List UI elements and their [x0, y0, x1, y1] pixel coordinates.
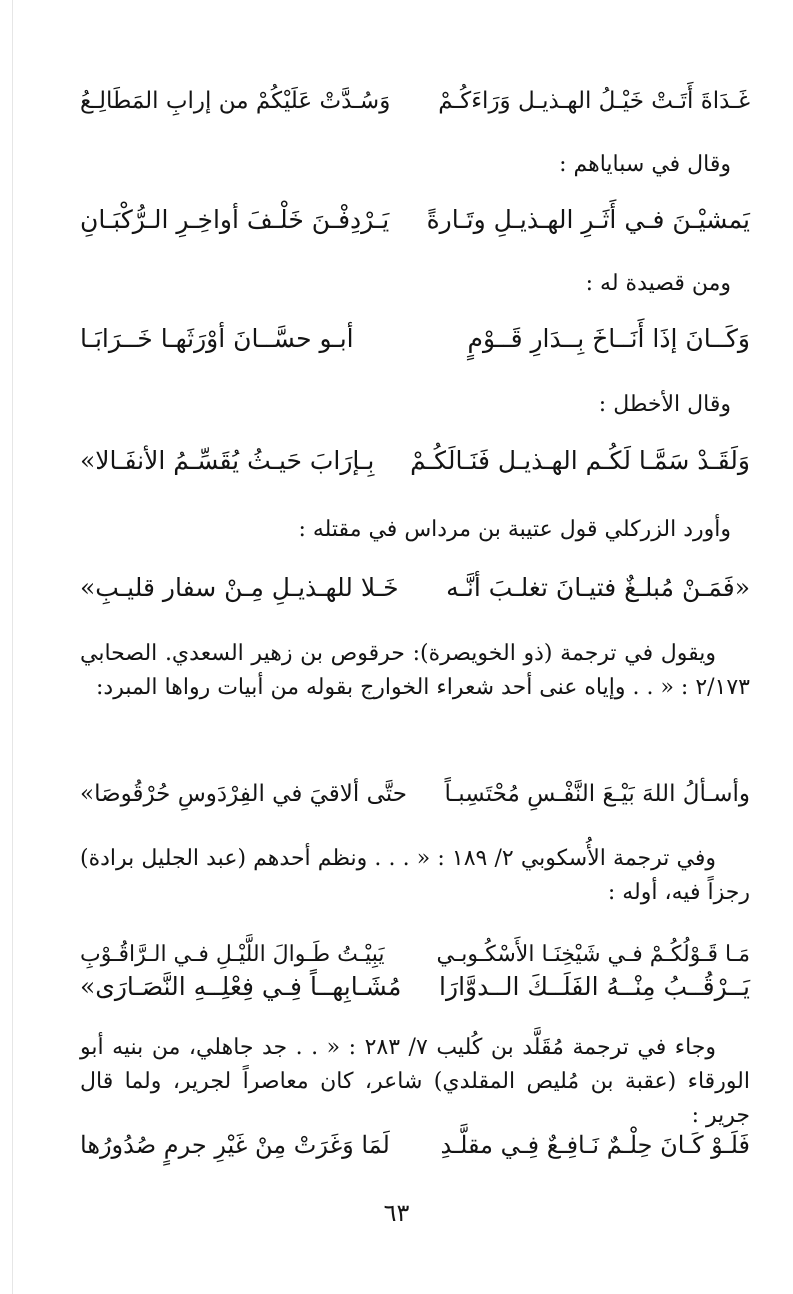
verse-second-hemistich: حتَّى ألاقيَ في الفِرْدَوسِ حُرْقُوصَا»: [80, 781, 407, 807]
page-number: ٦٣: [383, 1199, 410, 1227]
poem-verse-1: [80, 84, 750, 118]
verse-second-hemistich: وَسُـدَّتْ عَلَيْكُمْ من إرابِ المَطَالِـعُ: [80, 88, 391, 114]
verse-first-hemistich: مَـا قَـوْلُكُـمْ فـي شَيْخِنَـا الأَسْكُـوبـي: [436, 942, 750, 967]
verse-second-hemistich: يَـرْدِفْـنَ خَلْـفَ أواخِـرِ الـرُّكْبَـانِ: [80, 205, 390, 234]
verse-second-hemistich: مُشَـابِهــاً فِـي فِعْلِــهِ النَّصَـارَى»: [80, 972, 402, 1001]
scan-edge-line: [12, 0, 13, 1294]
verse-second-hemistich: بِـإرَابَ حَيـثُ يُقَسِّـمُ الأنفَـالا»: [80, 446, 375, 475]
poem-verse-4: [80, 444, 750, 478]
verse-first-hemistich: وأسـألُ اللهَ بَيْـعَ النَّفْـسِ مُحْتَسِبـاً: [444, 781, 750, 807]
verse-first-hemistich: يَمشيْـنَ فـي أَثَـرِ الهـذيـلِ وتَـارةً: [426, 205, 750, 234]
poem-verse-2: [80, 203, 750, 237]
verse-intro-line: وقال في سباياهم :: [559, 152, 731, 177]
poem-verse-5: [80, 571, 750, 605]
verse-first-hemistich: «فَمَـنْ مُبلـغٌ فتيـانَ تغلـبَ أنَّـه: [446, 573, 750, 602]
prose-paragraph: ويقول في ترجمة (ذو الخويصرة): حرقوص بن زهير السعدي. الصحابي ٢/١٧٣ : « . . وإياه عنى أحد شعراء الخوارج بقوله من أبيات رواها المبرد:: [80, 641, 750, 700]
verse-intro-line: وأورد الزركلي قول عتيبة بن مرداس في مقتله :: [298, 517, 731, 542]
verse-second-hemistich: يَبِيْـتُ طَـوالَ اللَّيْـلِ فـي الـرَّاقُـوْبِ: [80, 942, 385, 967]
verse-first-hemistich: يَــرْقُــبُ مِنْــهُ الفَلَــكَ الــدوَّارَا: [439, 972, 750, 1001]
poem-verse-7a: [80, 938, 750, 972]
verse-intro-line: ومن قصيدة له :: [585, 271, 731, 296]
verse-intro-line: وقال الأخطل :: [598, 392, 731, 417]
verse-first-hemistich: فَلَـوْ كَـانَ حِلْـمٌ نَـافِـعٌ فِـي مقلَّـدِ: [440, 1131, 750, 1159]
poem-verse-3: [80, 322, 750, 356]
verse-first-hemistich: وَكَــانَ إذَا أَنَــاخَ بِــدَارِ قَــوْمٍ: [467, 324, 750, 353]
verse-first-hemistich: غَـدَاةَ أَتَـتْ خَيْـلُ الهـذيـل وَرَاءَكُـمْ: [438, 88, 750, 114]
prose-paragraph: وفي ترجمة الأُسكوبي ٢/ ١٨٩ : « . . . ونظم أحدهم (عبد الجليل برادة) رجزاً فيه، أوله :: [80, 846, 750, 905]
verse-second-hemistich: لَمَا وَغَرَتْ مِنْ غَيْرِ جرمٍ صُدُورُها: [80, 1131, 390, 1159]
verse-second-hemistich: أبـو حسَّــانَ أوْرَثَهـا خَــرَابَـا: [80, 324, 354, 353]
verse-second-hemistich: خَـلا للهـذيـلِ مِـنْ سفار قليـبِ»: [80, 573, 399, 602]
poem-verse-8: [80, 1128, 750, 1162]
prose-paragraph: وجاء في ترجمة مُقَلَّد بن كُليب ٧/ ٢٨٣ : « . . جد جاهلي، من بنيه أبو الورقاء (عقبة بن مُليص المقلدي) شاعر، كان معاصراً لجرير، ولما قال جرير :: [80, 1035, 750, 1128]
verse-first-hemistich: وَلَقَـدْ سَمَّـا لَكُـم الهـذيـل فَنَـالَكُـمْ: [410, 446, 750, 475]
poem-verse-6: [80, 777, 750, 811]
poem-verse-7b: [80, 970, 750, 1004]
